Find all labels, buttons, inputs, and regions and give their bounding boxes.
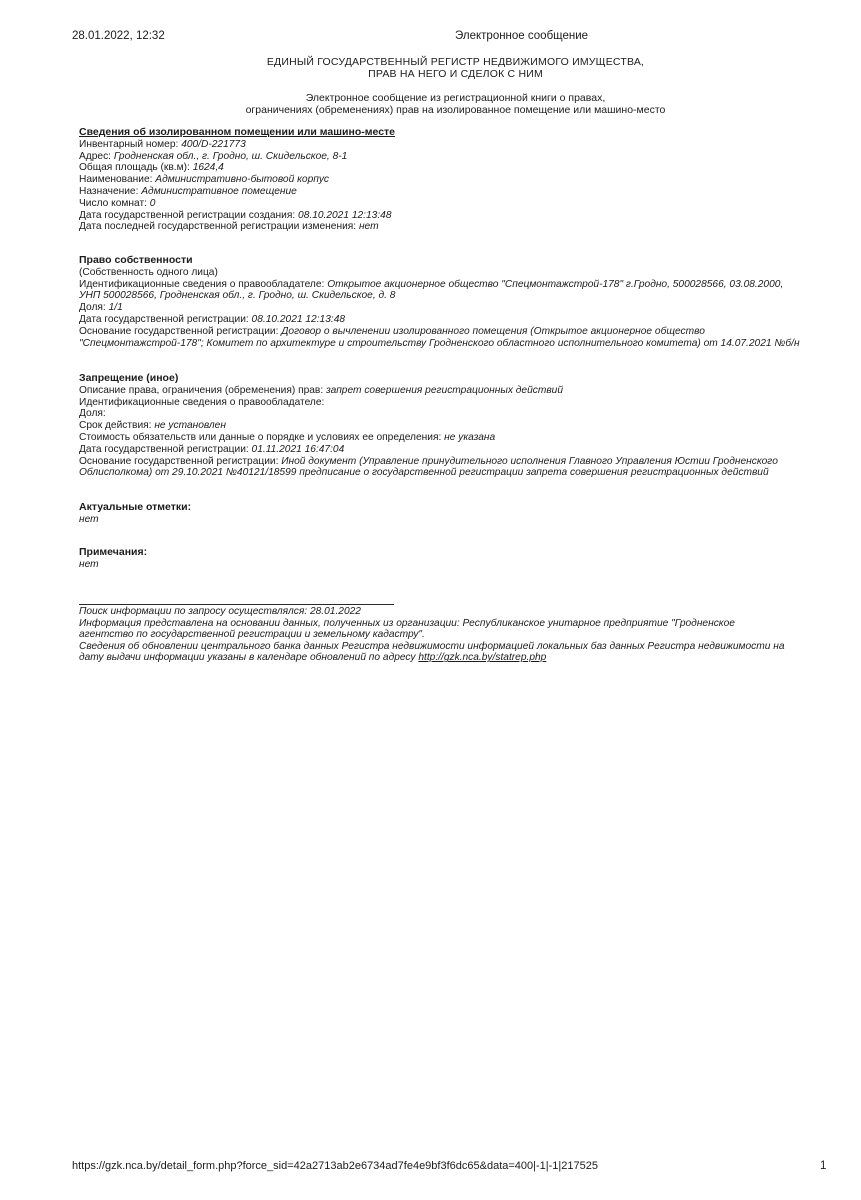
actual-marks-section xyxy=(79,502,839,526)
cost-row xyxy=(79,432,839,444)
registration-basis-row xyxy=(79,326,839,338)
prohibition-date-row xyxy=(79,444,839,456)
area-row xyxy=(79,162,839,174)
area-label: Общая площадь (кв.м): xyxy=(79,162,193,174)
notes-section xyxy=(79,547,839,571)
registry-title-line-2: ПРАВ НА НЕГО И СДЕЛОК С НИМ xyxy=(368,68,543,80)
prohibition-basis-label: Основание государственной регистрации: xyxy=(79,455,282,467)
change-date-label: Дата последней государственной регистрации изменения: xyxy=(79,221,359,233)
actual-marks-heading: Актуальные отметки: xyxy=(79,501,192,513)
purpose-row xyxy=(79,186,839,198)
change-date-value: нет xyxy=(358,221,379,233)
creation-date-row xyxy=(79,210,839,222)
search-date-note: Поиск информации по запросу осуществлялся: 28.01.2022 xyxy=(79,606,361,617)
premises-section xyxy=(79,127,839,233)
document-type-title: Электронное сообщение xyxy=(455,30,589,42)
purpose-label: Назначение: xyxy=(79,185,142,197)
change-date-row xyxy=(79,221,839,233)
update-note-text: дату выдачи информации указаны в календаре обновлений по адресу xyxy=(79,652,419,664)
inventory-number-value: 400/D-221773 xyxy=(181,138,246,150)
term-row xyxy=(79,420,839,432)
cost-value: не указана xyxy=(444,431,496,443)
prohibition-basis-row xyxy=(79,456,839,468)
update-note-line-2 xyxy=(79,652,849,664)
prohibition-section xyxy=(79,373,839,479)
name-row xyxy=(79,174,839,186)
term-label: Срок действия: xyxy=(79,420,155,432)
prohibition-basis-value-line-1: Иной документ (Управление принудительного исполнения Главного Управления Юстии Гродненского xyxy=(281,455,778,467)
registration-date-row xyxy=(79,314,839,326)
name-value: Административно-бытовой корпус xyxy=(155,174,330,186)
holder-value-line-2: УНП 500028566, Гродненская обл., г. Гродно, ш. Скидельское, д. 8 xyxy=(79,290,396,302)
cost-label: Стоимость обязательств или данные о порядке и условиях ее определения: xyxy=(79,431,445,443)
holder-value-line-1: Открытое акционерное общество "Спецмонтажстрой-178" г.Гродно, 500028566, 03.08.2000, xyxy=(327,278,784,290)
share-label: Доля: xyxy=(79,302,109,314)
rooms-value: 0 xyxy=(149,197,156,209)
registry-title-line-1: ЕДИНЫЙ ГОСУДАРСТВЕННЫЙ РЕГИСТР НЕДВИЖИМОГО ИМУЩЕСТВА, xyxy=(266,56,645,68)
source-note-line-2: агентство по государственной регистрации и земельному кадастру". xyxy=(79,629,425,641)
share-value: 1/1 xyxy=(108,302,123,314)
holder-row xyxy=(79,279,839,291)
registration-date-value: 08.10.2021 12:13:48 xyxy=(251,313,346,325)
registration-basis-value-line-1: Договор о вычленении изолированного помещения (Открытое акционерное общество xyxy=(281,325,705,337)
page-url: https://gzk.nca.by/detail_form.php?force_sid=42a2713ab2e6734ad7fe4e9bf3f6dc65&data=400|-1|-1|217525 xyxy=(72,1160,598,1172)
registration-basis-value-line-2: "Спецмонтажстрой-178"; Комитет по архитектуре и строительству Гродненского областного исполнительного комитета) от 14.07.2021 №б/н xyxy=(79,337,800,349)
message-title-line-2: ограничениях (обременениях) прав на изолированное помещение или машино-место xyxy=(245,104,666,116)
prohibition-date-value: 01.11.2021 16:47:04 xyxy=(251,443,345,455)
page-number: 1 xyxy=(820,1160,827,1172)
premises-heading: Сведения об изолированном помещении или машино-месте xyxy=(79,126,396,138)
holder-label: Идентификационные сведения о правообладателе: xyxy=(79,278,328,290)
notes-value: нет xyxy=(79,558,99,570)
share-row xyxy=(79,302,839,314)
term-value: не установлен xyxy=(154,420,226,432)
prohibition-heading: Запрещение (иное) xyxy=(79,372,179,384)
address-row xyxy=(79,151,839,163)
inventory-number-label: Инвентарный номер: xyxy=(79,138,182,150)
print-datetime: 28.01.2022, 12:32 xyxy=(72,30,165,42)
creation-date-label: Дата государственной регистрации создания: xyxy=(79,209,299,221)
footnotes xyxy=(79,606,849,664)
prohibition-share-label: Доля: xyxy=(79,408,106,420)
name-label: Наименование: xyxy=(79,174,156,186)
source-note-line-1: Информация представлена на основании данных, полученных из организации: Республиканское унитарное предприятие "Гродненское xyxy=(79,617,735,629)
rooms-label: Число комнат: xyxy=(79,197,150,209)
registration-date-label: Дата государственной регистрации: xyxy=(79,313,252,325)
rooms-row xyxy=(79,198,839,210)
ownership-heading: Право собственности xyxy=(79,254,193,266)
notes-heading: Примечания: xyxy=(79,546,148,558)
restriction-description-row xyxy=(79,385,839,397)
prohibition-date-label: Дата государственной регистрации: xyxy=(79,443,252,455)
statrep-link[interactable]: http://gzk.nca.by/statrep.php xyxy=(418,652,547,664)
restriction-description-value: запрет совершения регистрационных действий xyxy=(326,384,563,396)
update-note-line-1: Сведения об обновлении центрального банка данных Регистра недвижимости информацией локальных баз данных Регистра недвижимости на xyxy=(79,640,785,652)
message-title-line-1: Электронное сообщение из регистрационной книги о правах, xyxy=(305,92,606,104)
address-label: Адрес: xyxy=(79,150,114,162)
actual-marks-value: нет xyxy=(79,513,99,525)
purpose-value: Административное помещение xyxy=(141,185,297,197)
address-value: Гродненская обл., г. Гродно, ш. Скидельское, 8-1 xyxy=(113,150,348,162)
prohibition-holder-label: Идентификационные сведения о правообладателе: xyxy=(79,396,325,408)
creation-date-value: 08.10.2021 12:13:48 xyxy=(298,209,392,221)
area-value: 1624,4 xyxy=(192,162,224,174)
ownership-section xyxy=(79,255,839,349)
footnote-divider xyxy=(79,604,394,605)
ownership-type: (Собственность одного лица) xyxy=(79,266,218,278)
restriction-description-label: Описание права, ограничения (обременения) прав: xyxy=(79,384,327,396)
inventory-number-row xyxy=(79,139,839,151)
prohibition-basis-value-line-2: Облисполкома) от 29.10.2021 №40121/18599 предписание о государственной регистрации запрета совершения регистрационных действий xyxy=(79,467,769,479)
registration-basis-label: Основание государственной регистрации: xyxy=(79,325,282,337)
